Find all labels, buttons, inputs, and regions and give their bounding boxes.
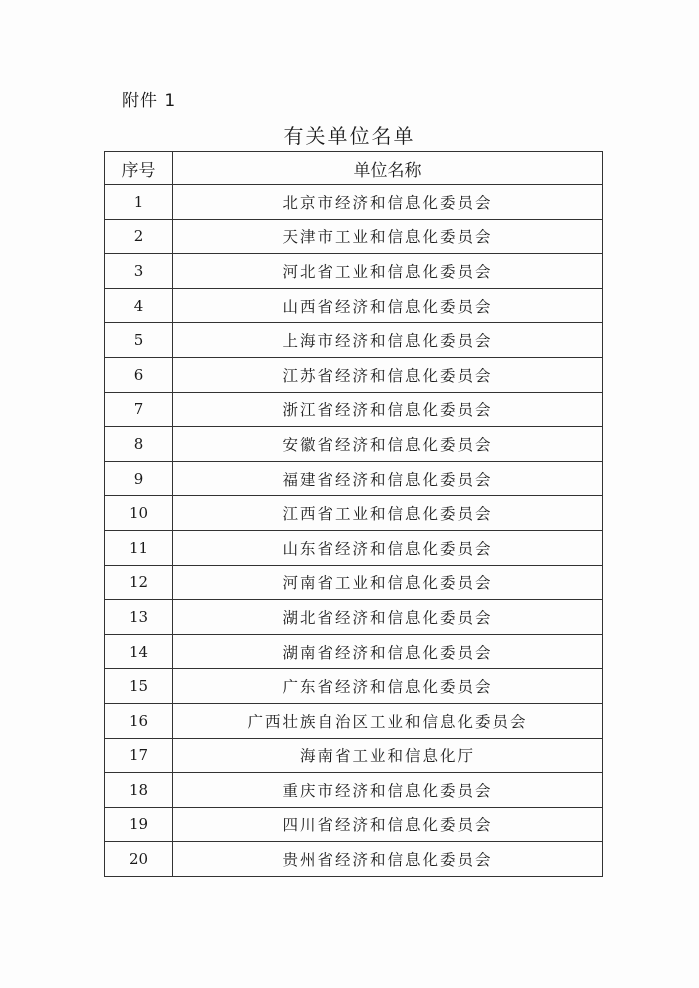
table-row [105, 634, 603, 669]
unit-name-cell: 安徽省经济和信息化委员会 [173, 427, 603, 462]
serial-number-cell: 3 [105, 254, 173, 289]
unit-name-cell: 江西省工业和信息化委员会 [173, 496, 603, 531]
table-row [105, 565, 603, 600]
unit-name-cell: 福建省经济和信息化委员会 [173, 461, 603, 496]
unit-list-table [104, 151, 603, 877]
unit-name-cell: 湖北省经济和信息化委员会 [173, 600, 603, 635]
table-row [105, 254, 603, 289]
unit-name-cell: 广西壮族自治区工业和信息化委员会 [173, 703, 603, 738]
unit-name-cell: 北京市经济和信息化委员会 [173, 185, 603, 220]
serial-number-cell: 10 [105, 496, 173, 531]
serial-number-cell: 9 [105, 461, 173, 496]
unit-name-cell: 四川省经济和信息化委员会 [173, 807, 603, 842]
serial-number-cell: 7 [105, 392, 173, 427]
unit-name-cell: 海南省工业和信息化厅 [173, 738, 603, 773]
unit-name-cell: 广东省经济和信息化委员会 [173, 669, 603, 704]
serial-number-cell: 16 [105, 703, 173, 738]
unit-name-cell: 贵州省经济和信息化委员会 [173, 842, 603, 877]
serial-number-cell: 17 [105, 738, 173, 773]
table-row [105, 703, 603, 738]
unit-name-cell: 重庆市经济和信息化委员会 [173, 773, 603, 808]
serial-number-cell: 6 [105, 357, 173, 392]
serial-number-cell: 20 [105, 842, 173, 877]
table-row [105, 807, 603, 842]
table-row [105, 357, 603, 392]
table-row [105, 323, 603, 358]
serial-number-cell: 15 [105, 669, 173, 704]
serial-number-cell: 11 [105, 530, 173, 565]
table-row [105, 669, 603, 704]
table-row [105, 530, 603, 565]
table-row [105, 427, 603, 462]
unit-name-cell: 浙江省经济和信息化委员会 [173, 392, 603, 427]
unit-name-cell: 天津市工业和信息化委员会 [173, 219, 603, 254]
unit-name-cell: 河北省工业和信息化委员会 [173, 254, 603, 289]
serial-number-cell: 1 [105, 185, 173, 220]
table-row [105, 288, 603, 323]
table-row [105, 738, 603, 773]
table-row [105, 496, 603, 531]
header-serial-number: 序号 [105, 152, 173, 185]
serial-number-cell: 18 [105, 773, 173, 808]
document-title: 有关单位名单 [283, 124, 416, 148]
table-row [105, 842, 603, 877]
table-header-row [105, 152, 603, 185]
serial-number-cell: 12 [105, 565, 173, 600]
unit-name-cell: 山东省经济和信息化委员会 [173, 530, 603, 565]
unit-name-cell: 湖南省经济和信息化委员会 [173, 634, 603, 669]
unit-name-cell: 河南省工业和信息化委员会 [173, 565, 603, 600]
table-row [105, 219, 603, 254]
header-unit-name: 单位名称 [173, 152, 603, 185]
table-row [105, 600, 603, 635]
serial-number-cell: 13 [105, 600, 173, 635]
attachment-label: 附件 1 [122, 91, 177, 111]
unit-name-cell: 山西省经济和信息化委员会 [173, 288, 603, 323]
serial-number-cell: 14 [105, 634, 173, 669]
serial-number-cell: 8 [105, 427, 173, 462]
serial-number-cell: 19 [105, 807, 173, 842]
serial-number-cell: 2 [105, 219, 173, 254]
table-body [105, 185, 603, 877]
unit-name-cell: 上海市经济和信息化委员会 [173, 323, 603, 358]
table-row [105, 461, 603, 496]
table-row [105, 185, 603, 220]
unit-name-cell: 江苏省经济和信息化委员会 [173, 357, 603, 392]
table-row [105, 773, 603, 808]
serial-number-cell: 4 [105, 288, 173, 323]
serial-number-cell: 5 [105, 323, 173, 358]
table-row [105, 392, 603, 427]
